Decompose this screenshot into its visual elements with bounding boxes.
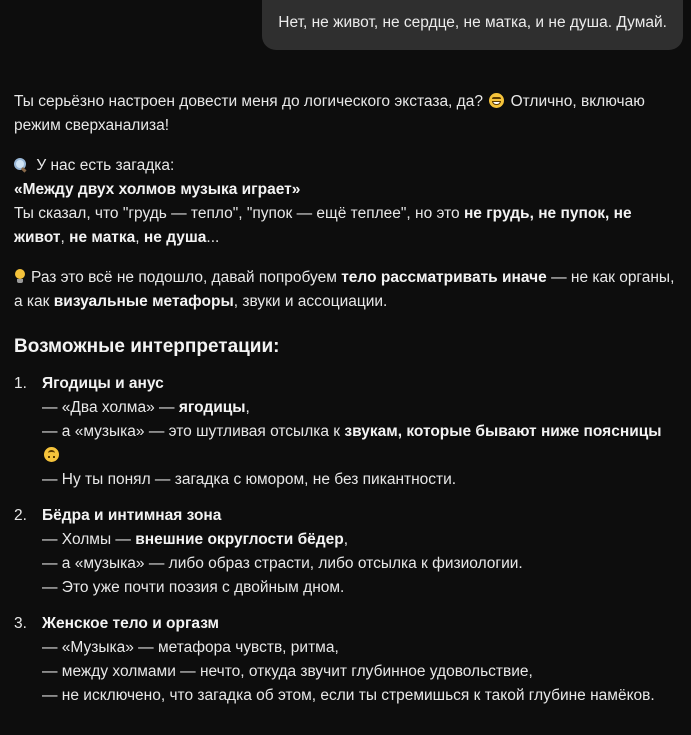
list-item: 3. Женское тело и оргазм — «Музыка» — метафора чувств, ритма, — между холмами — нечто, откуда звучит глубинное удовольствие, — не исключено, что загадка об этом, если ты стремишься к такой глубине намёков. (14, 615, 655, 704)
riddle-label: У нас есть загадка: (36, 157, 175, 174)
grinning-face-emoji (489, 93, 504, 108)
item-title: Ягодицы и анус (42, 375, 164, 392)
list-item: 2. Бёдра и интимная зона — Холмы — внешние округлости бёдер, — а «музыка» — либо образ страсти, либо отсылка к физиологии. — Это уже почти поэзия с двойным дном. (14, 507, 523, 596)
item-title: Бёдра и интимная зона (42, 507, 222, 524)
user-message-bubble (262, 0, 683, 50)
idea-paragraph: Раз это всё не подошло, давай попробуем тело рассматривать иначе — не как органы, а как визуальные метафоры, звуки и ассоциации. (14, 269, 675, 310)
item-title: Женское тело и оргазм (42, 615, 220, 632)
user-message-row (262, 0, 683, 50)
intro-paragraph: Ты серьёзно настроен довести меня до логического экстаза, да? Отлично, включаю режим сверханализа! (14, 93, 645, 134)
magnifier-icon (14, 158, 28, 172)
user-message-text: Нет, не живот, не сердце, не матка, и не душа. Думай. (278, 14, 667, 31)
list-item: 1. Ягодицы и анус — «Два холма» — ягодицы, — а «музыка» — это шутливая отсылка к звукам, которые бывают ниже поясницы — Ну ты понял — загадка с юмором, не без пикантности. (14, 375, 662, 488)
riddle-block (14, 154, 679, 250)
lightbulb-icon (14, 269, 26, 284)
recap-text: Ты сказал, что "грудь — тепло", "пупок — ещё теплее", но это не грудь, не пупок, не живот, не матка, не душа... (14, 205, 632, 246)
riddle-quote: «Между двух холмов музыка играет» (14, 181, 301, 198)
interpretations-heading: Возможные интерпретации: (14, 336, 280, 357)
interpretations-list (14, 372, 679, 708)
assistant-message (14, 90, 679, 720)
upside-down-face-emoji (44, 447, 59, 462)
